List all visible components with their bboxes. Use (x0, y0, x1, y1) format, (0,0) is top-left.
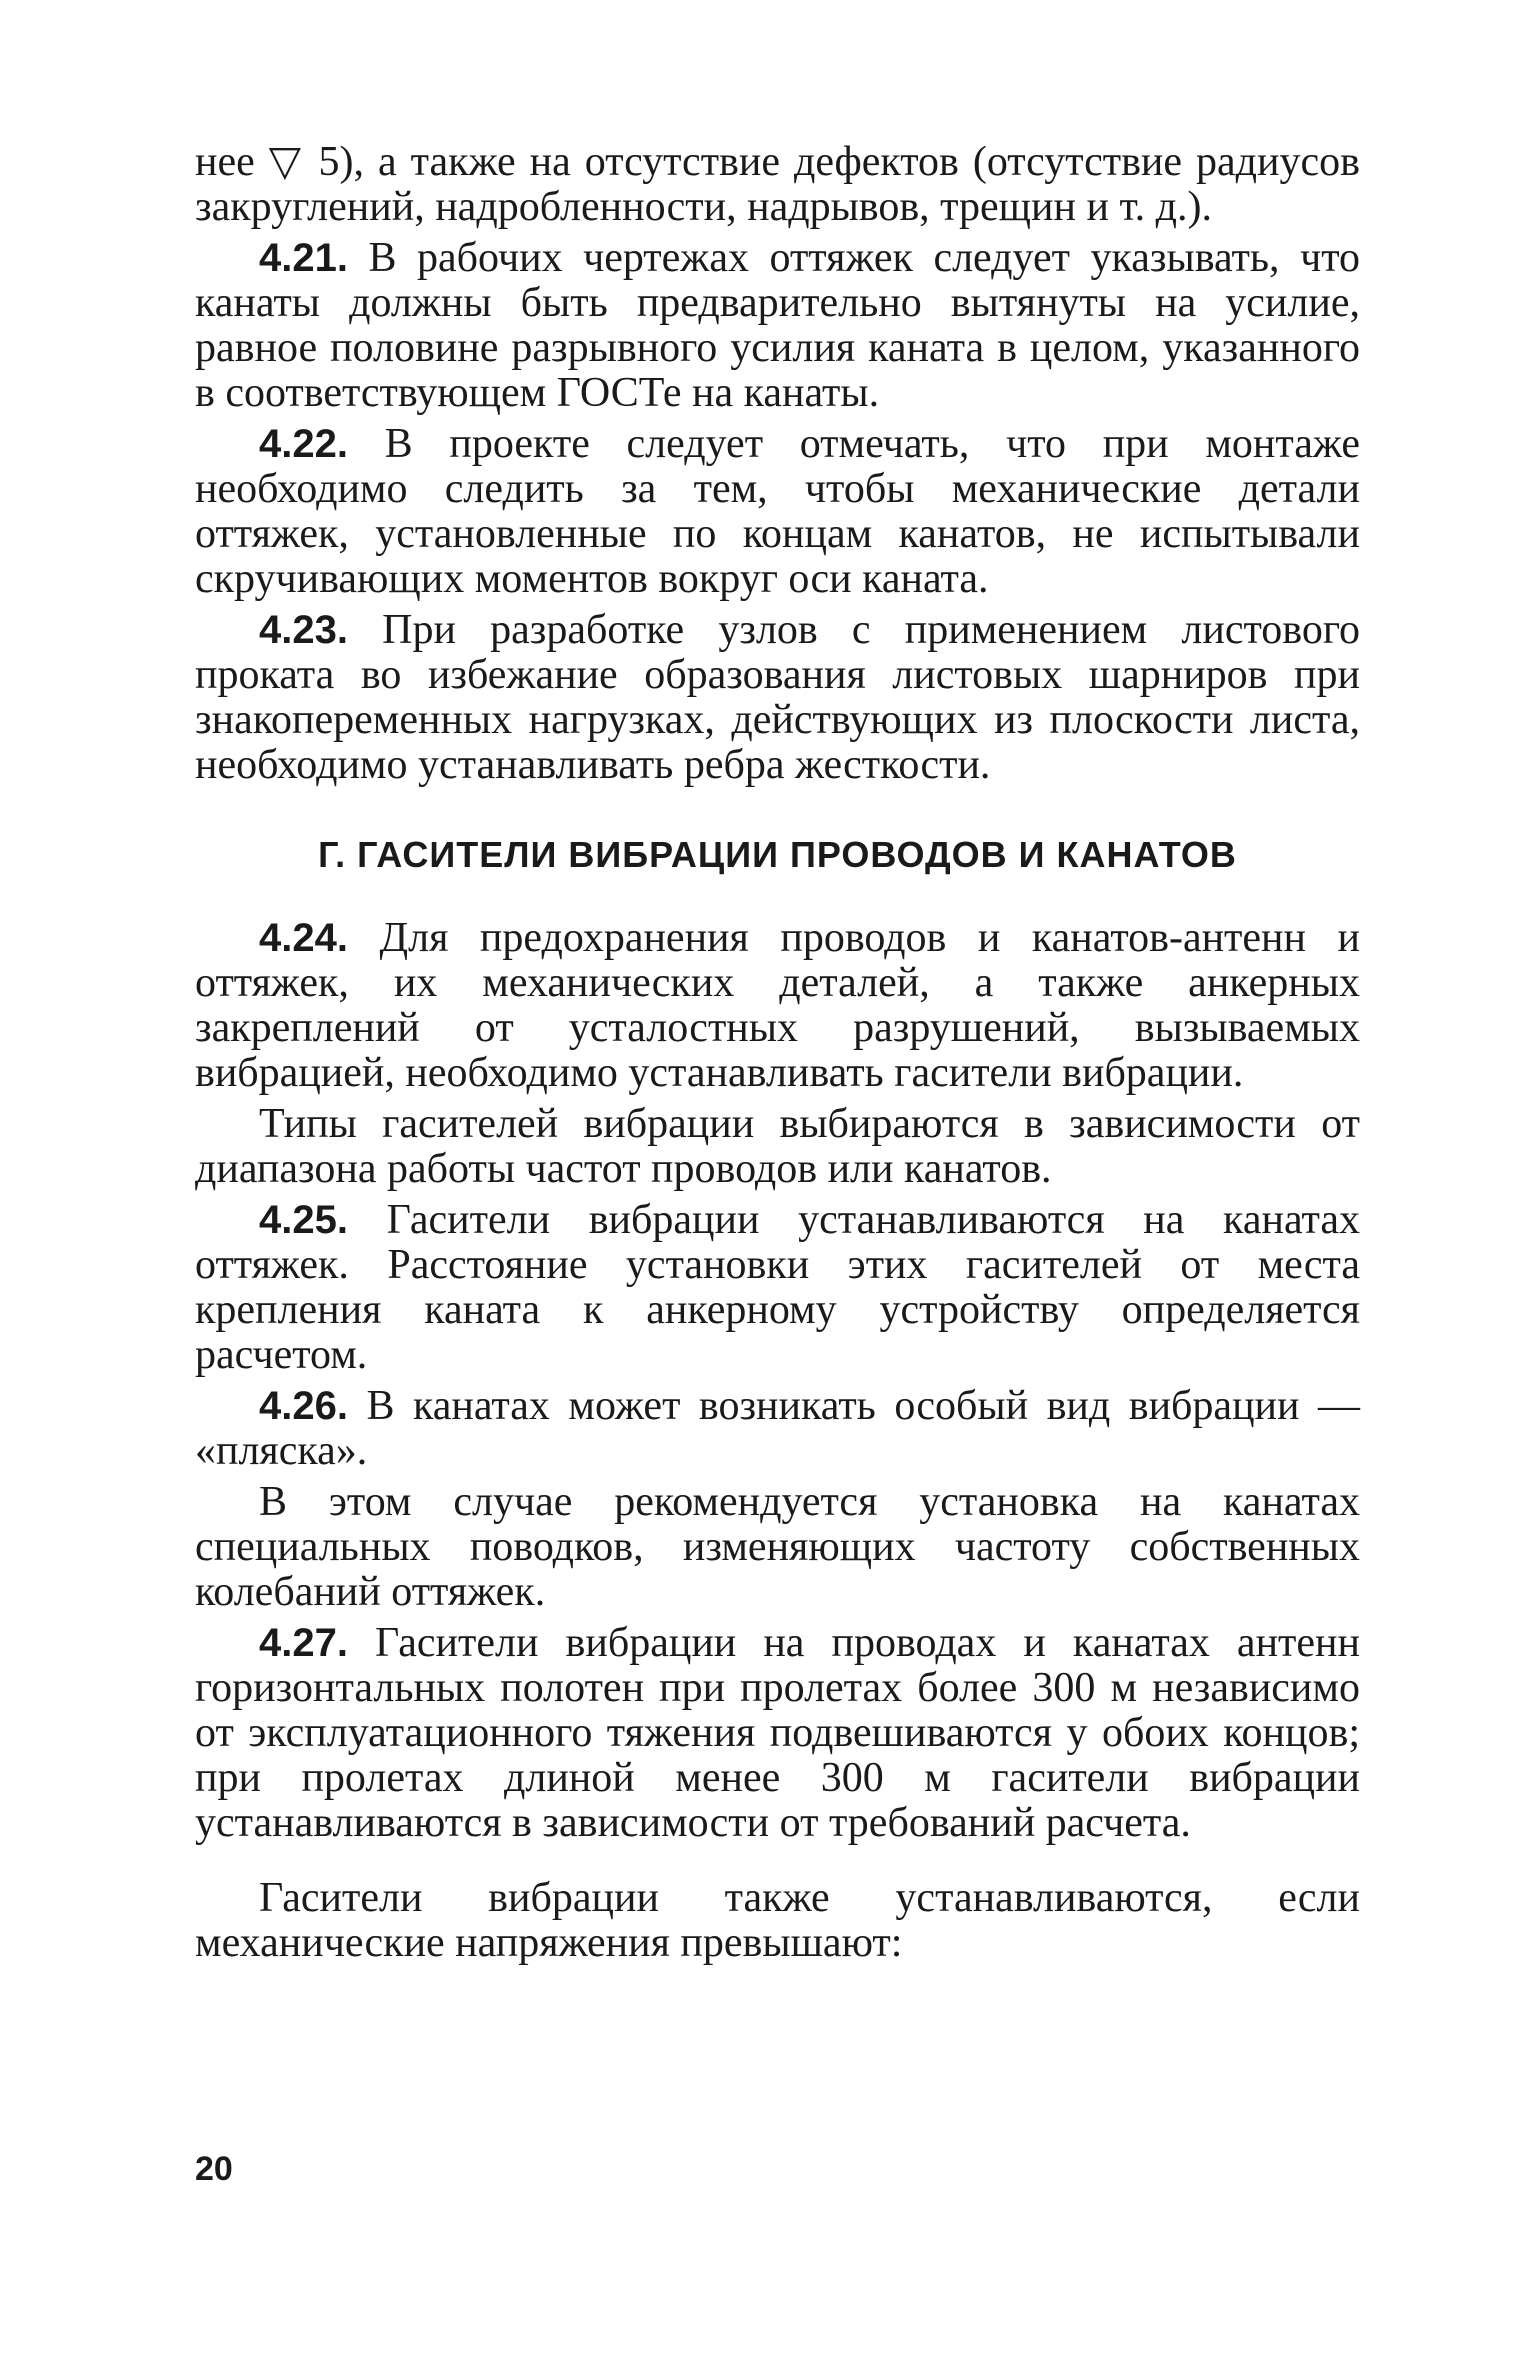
paragraph-vibration-types (195, 1102, 1360, 1192)
document-page (195, 140, 1360, 1972)
paragraph-number: 4.22. (259, 422, 348, 466)
paragraph-text: В рабочих чертежах оттяжек следует указывать, что канаты должны быть предварительно вытянуты на усилие, равное половине разрывного усилия каната в целом, указанного в соответствующем ГОСТе на канаты. (195, 235, 1360, 416)
paragraph-text: В проекте следует отмечать, что при монтаже необходимо следить за тем, чтобы механические детали оттяжек, установленные по концам канатов, не испытывали скручивающих моментов вокруг оси каната. (195, 421, 1361, 602)
paragraph-text: Гасители вибрации на проводах и канатах антенн горизонтальных полотен при пролетах более 300 м независимо от эксплуатационного тяжения подвешиваются у обоих концов; при пролетах длиной менее 300 м гасители вибрации устанавливаются в зависимости от требований расчета. (195, 1620, 1361, 1846)
section-heading: Г. ГАСИТЕЛИ ВИБРАЦИИ ПРОВОДОВ И КАНАТОВ (318, 834, 1237, 875)
paragraph-text: Для предохранения проводов и канатов-антенн и оттяжек, их механических деталей, а также анкерных закреплений от усталостных разрушений, вызываемых вибрацией, необходимо устанавливать гасители вибрации. (195, 915, 1360, 1096)
paragraph-text: В этом случае рекомендуется установка на канатах специальных поводков, изменяющих частоту собственных колебаний оттяжек. (195, 1479, 1360, 1615)
paragraph-4-24 (195, 916, 1360, 1096)
paragraph-continuation (195, 140, 1360, 230)
paragraph-text: Гасители вибрации устанавливаются на канатах оттяжек. Расстояние установки этих гасителей от места крепления каната к анкерному устройству определяется расчетом. (195, 1197, 1361, 1378)
paragraph-text: Типы гасителей вибрации выбираются в зависимости от диапазона работы частот проводов или канатов. (195, 1101, 1360, 1192)
paragraph-number: 4.27. (259, 1621, 348, 1665)
paragraph-4-23 (195, 608, 1360, 788)
paragraph-number: 4.26. (259, 1384, 348, 1428)
paragraph-text: Гасители вибрации также устанавливаются, если механические напряжения превышают: (195, 1875, 1360, 1966)
paragraph-number: 4.21. (259, 236, 348, 280)
paragraph-number: 4.24. (259, 916, 348, 960)
paragraph-4-26 (195, 1384, 1360, 1474)
paragraph-4-25 (195, 1198, 1360, 1378)
paragraph-number: 4.23. (259, 608, 348, 652)
paragraph-4-27 (195, 1621, 1360, 1846)
paragraph-stress-condition (195, 1876, 1360, 1966)
paragraph-text: При разработке узлов с применением листового проката во избежание образования листовых шарниров при знакопеременных нагрузках, действующих из плоскости листа, необходимо устанавливать ребра жесткости. (195, 607, 1360, 788)
paragraph-4-22 (195, 422, 1360, 602)
paragraph-text: В канатах может возникать особый вид вибрации — «пляска». (195, 1383, 1360, 1474)
paragraph-leashes (195, 1480, 1360, 1615)
paragraph-number: 4.25. (259, 1198, 348, 1242)
paragraph-4-21 (195, 236, 1360, 416)
paragraph-gap (195, 1852, 1360, 1876)
paragraph-text: нее ▽ 5), а также на отсутствие дефектов (отсутствие радиусов закруглений, надробленности, надрывов, трещин и т. д.). (195, 139, 1360, 230)
page-number: 20 (195, 2150, 233, 2188)
